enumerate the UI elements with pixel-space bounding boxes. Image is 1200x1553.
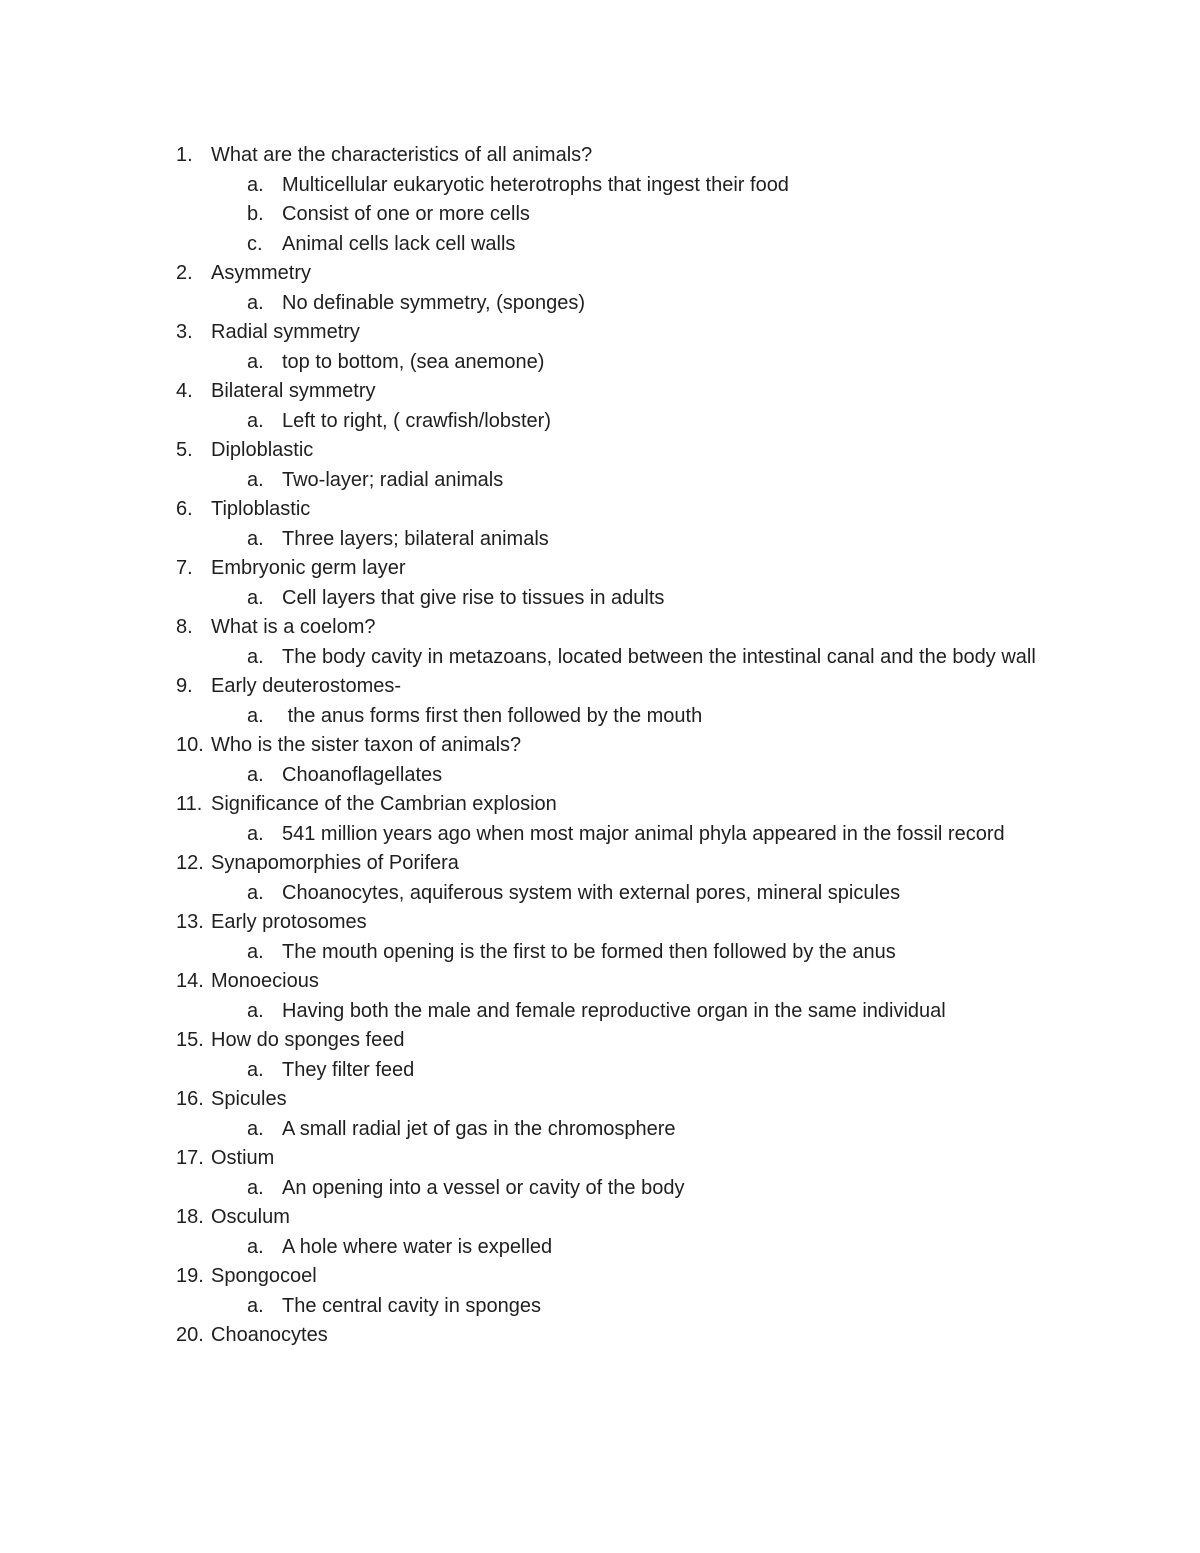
answer-text: Choanoflagellates [282, 763, 443, 786]
question-text: Synapomorphies of Porifera [211, 852, 459, 874]
question-number: 18. [176, 1206, 204, 1228]
question-text: Radial symmetry [211, 321, 360, 343]
question-text: Early protosomes [211, 911, 367, 933]
answer-text: top to bottom, (sea anemone) [282, 350, 545, 373]
answer-letter: a. [247, 822, 264, 845]
question-line [0, 967, 1200, 997]
question-number: 11. [176, 793, 203, 815]
question-number: 17. [176, 1147, 204, 1169]
answer-text: Three layers; bilateral animals [282, 527, 549, 550]
answer-letter: a. [247, 291, 264, 314]
answer-item [0, 1233, 1200, 1263]
question-text: What are the characteristics of all animals? [211, 144, 593, 166]
answer-item [0, 643, 1200, 673]
question-item [0, 495, 1200, 554]
question-item [0, 1262, 1200, 1321]
answer-letter: a. [247, 1117, 264, 1140]
question-number: 6. [176, 498, 193, 520]
answer-text: Left to right, ( crawfish/lobster) [282, 409, 551, 432]
question-text: Monoecious [211, 970, 319, 992]
answer-letter: a. [247, 881, 264, 904]
question-number: 16. [176, 1088, 204, 1110]
answer-item [0, 702, 1200, 732]
answer-item [0, 171, 1200, 201]
question-number: 20. [176, 1324, 204, 1346]
question-item [0, 967, 1200, 1026]
answer-letter: a. [247, 1058, 264, 1081]
question-number: 9. [176, 675, 193, 697]
answer-item [0, 466, 1200, 496]
answer-item [0, 407, 1200, 437]
answer-item [0, 230, 1200, 260]
question-number: 10. [176, 734, 204, 756]
question-line [0, 436, 1200, 466]
answer-letter: a. [247, 468, 264, 491]
question-item [0, 259, 1200, 318]
question-item [0, 672, 1200, 731]
question-text: How do sponges feed [211, 1029, 405, 1051]
answer-text: A small radial jet of gas in the chromosphere [282, 1117, 676, 1140]
question-text: Who is the sister taxon of animals? [211, 734, 522, 756]
question-text: What is a coelom? [211, 616, 376, 638]
question-line [0, 495, 1200, 525]
answer-text: The body cavity in metazoans, located between the intestinal canal and the body wall [282, 645, 1036, 668]
question-line [0, 554, 1200, 584]
answer-item [0, 820, 1200, 850]
answer-item [0, 200, 1200, 230]
question-item [0, 377, 1200, 436]
answer-text: An opening into a vessel or cavity of the body [282, 1176, 685, 1199]
question-line [0, 377, 1200, 407]
question-line [0, 1144, 1200, 1174]
answer-text: A hole where water is expelled [282, 1235, 553, 1258]
answer-text: No definable symmetry, (sponges) [282, 291, 586, 314]
answer-text: The central cavity in sponges [282, 1294, 542, 1317]
answer-item [0, 1115, 1200, 1145]
answer-letter: a. [247, 1294, 264, 1317]
question-item [0, 731, 1200, 790]
question-number: 7. [176, 557, 193, 579]
question-text: Ostium [211, 1147, 275, 1169]
question-item [0, 1026, 1200, 1085]
question-item [0, 1203, 1200, 1262]
answer-letter: a. [247, 999, 264, 1022]
question-item [0, 849, 1200, 908]
question-number: 4. [176, 380, 193, 402]
question-item [0, 613, 1200, 672]
question-line [0, 1321, 1200, 1351]
question-text: Asymmetry [211, 262, 311, 284]
question-text: Early deuterostomes- [211, 675, 402, 697]
answer-letter: a. [247, 409, 264, 432]
question-text: Tiploblastic [211, 498, 311, 520]
question-number: 13. [176, 911, 204, 933]
answer-text: Having both the male and female reproductive organ in the same individual [282, 999, 946, 1022]
question-item [0, 318, 1200, 377]
answer-letter: a. [247, 173, 264, 196]
question-text: Significance of the Cambrian explosion [211, 793, 557, 815]
document-body [0, 141, 1200, 1351]
question-item [0, 141, 1200, 259]
answer-letter: a. [247, 350, 264, 373]
answer-letter: a. [247, 645, 264, 668]
answer-text: The mouth opening is the first to be formed then followed by the anus [282, 940, 896, 963]
question-line [0, 318, 1200, 348]
answer-text: Choanocytes, aquiferous system with external pores, mineral spicules [282, 881, 901, 904]
answer-item [0, 584, 1200, 614]
question-item [0, 436, 1200, 495]
answer-letter: a. [247, 1176, 264, 1199]
question-line [0, 259, 1200, 289]
answer-item [0, 525, 1200, 555]
question-item [0, 908, 1200, 967]
question-number: 19. [176, 1265, 204, 1287]
answer-letter: a. [247, 940, 264, 963]
question-item [0, 1321, 1200, 1351]
answer-item [0, 761, 1200, 791]
question-line [0, 613, 1200, 643]
question-text: Embryonic germ layer [211, 557, 406, 579]
answer-item [0, 289, 1200, 319]
question-text: Bilateral symmetry [211, 380, 376, 402]
question-item [0, 1085, 1200, 1144]
question-line [0, 1203, 1200, 1233]
answer-letter: c. [247, 232, 263, 255]
question-item [0, 790, 1200, 849]
answer-letter: a. [247, 704, 264, 727]
answer-item [0, 879, 1200, 909]
answer-text: Animal cells lack cell walls [282, 232, 516, 255]
answer-text: Cell layers that give rise to tissues in adults [282, 586, 665, 609]
answer-item [0, 348, 1200, 378]
answer-letter: a. [247, 763, 264, 786]
question-text: Diploblastic [211, 439, 314, 461]
question-line [0, 849, 1200, 879]
answer-item [0, 938, 1200, 968]
answer-item [0, 1292, 1200, 1322]
answer-text: They filter feed [282, 1058, 415, 1081]
question-number: 2. [176, 262, 193, 284]
question-line [0, 1026, 1200, 1056]
question-line [0, 672, 1200, 702]
question-text: Spongocoel [211, 1265, 317, 1287]
question-item [0, 1144, 1200, 1203]
question-text: Osculum [211, 1206, 290, 1228]
question-line [0, 790, 1200, 820]
answer-text: Two-layer; radial animals [282, 468, 504, 491]
answer-text: the anus forms first then followed by the mouth [282, 704, 703, 727]
question-number: 14. [176, 970, 204, 992]
question-text: Choanocytes [211, 1324, 328, 1346]
answer-text: Multicellular eukaryotic heterotrophs that ingest their food [282, 173, 789, 196]
answer-item [0, 997, 1200, 1027]
question-number: 1. [176, 144, 193, 166]
question-number: 12. [176, 852, 204, 874]
question-number: 8. [176, 616, 193, 638]
question-line [0, 908, 1200, 938]
question-number: 15. [176, 1029, 204, 1051]
answer-text: 541 million years ago when most major animal phyla appeared in the fossil record [282, 822, 1005, 845]
question-item [0, 554, 1200, 613]
answer-text: Consist of one or more cells [282, 203, 530, 225]
question-number: 3. [176, 321, 193, 343]
answer-letter: a. [247, 1235, 264, 1258]
question-text: Spicules [211, 1088, 287, 1110]
answer-letter: b. [247, 203, 264, 225]
answer-item [0, 1056, 1200, 1086]
question-line [0, 731, 1200, 761]
question-number: 5. [176, 439, 193, 461]
answer-letter: a. [247, 586, 264, 609]
answer-item [0, 1174, 1200, 1204]
answer-letter: a. [247, 527, 264, 550]
question-line [0, 1085, 1200, 1115]
question-line [0, 1262, 1200, 1292]
question-line [0, 141, 1200, 171]
